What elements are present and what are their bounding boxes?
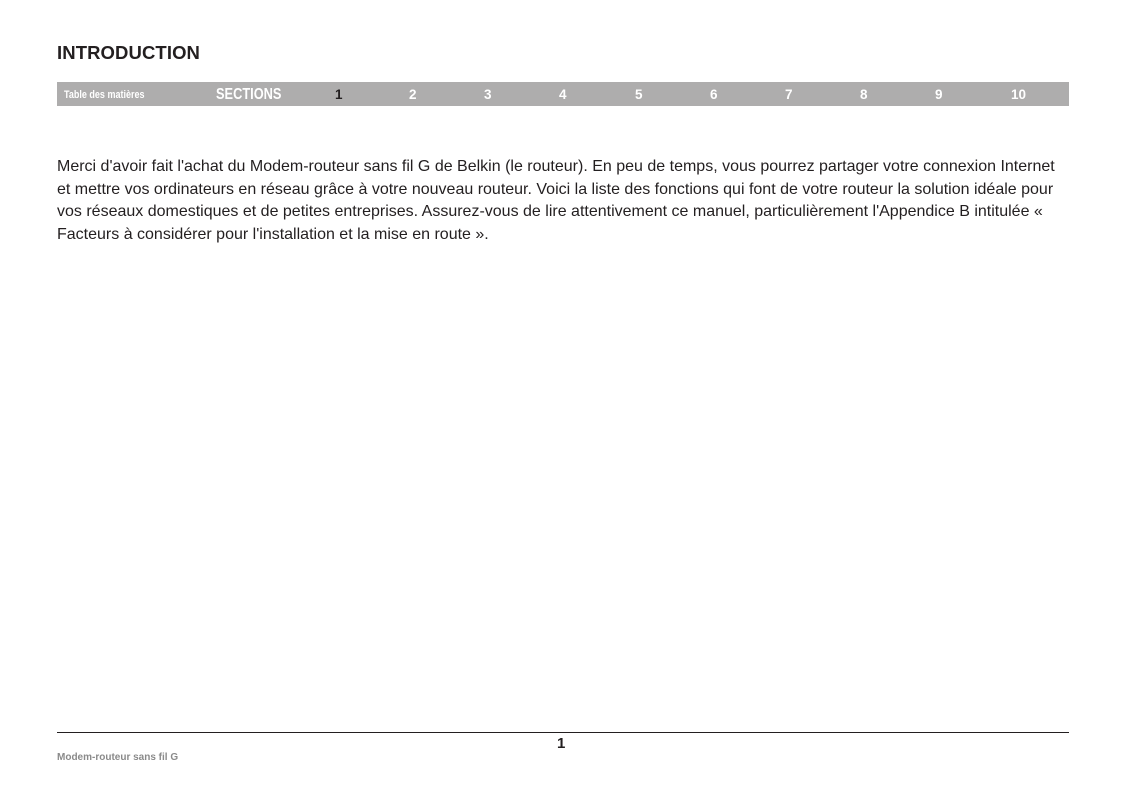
section-link-2[interactable]: 2: [409, 87, 417, 102]
footer-divider: [57, 732, 1069, 733]
page-title: INTRODUCTION: [57, 42, 201, 63]
section-link-8[interactable]: 8: [860, 87, 868, 102]
section-link-9[interactable]: 9: [935, 87, 943, 102]
page-number: 1: [557, 735, 566, 752]
footer-product-name: Modem-routeur sans fil G: [57, 752, 179, 763]
section-link-10[interactable]: 10: [1011, 87, 1027, 102]
section-link-7[interactable]: 7: [785, 87, 793, 102]
section-link-5[interactable]: 5: [635, 87, 643, 102]
intro-paragraph: Merci d'avoir fait l'achat du Modem-routeur sans fil G de Belkin (le routeur). En peu de temps, vous pourrez partager votre connexion Internet et mettre vos ordinateurs en réseau grâce à votre nouveau routeur. Voici la liste des fonctions qui font de votre routeur la solution idéale pour vos réseaux domestiques et de petites entreprises. Assurez-vous de lire attentivement ce manuel, particulièrement l'Appendice B intitulée « Facteurs à considérer pour l'installation et la mise en route ».: [57, 158, 1055, 243]
section-nav-bar: [57, 82, 1069, 106]
table-of-contents-link[interactable]: Table des matières: [64, 89, 145, 101]
section-link-4[interactable]: 4: [559, 87, 567, 102]
section-link-6[interactable]: 6: [710, 87, 718, 102]
sections-label: SECTIONS: [216, 86, 282, 103]
section-link-3[interactable]: 3: [484, 87, 492, 102]
section-link-1[interactable]: 1: [335, 87, 343, 102]
